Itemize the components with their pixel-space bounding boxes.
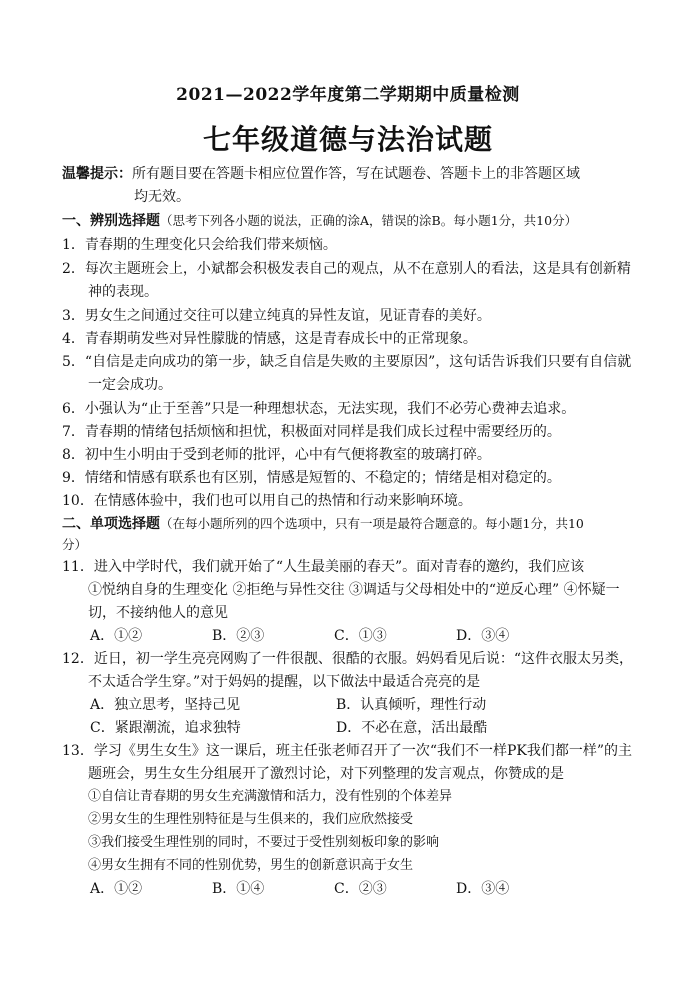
q13-option-c: C．②③	[334, 881, 387, 897]
section1-heading	[62, 212, 642, 230]
q11-option-a: A．①②	[90, 628, 143, 644]
q11-line-2: ①悦纳自身的生理变化 ②拒绝与异性交往 ③调适与父母相处中的“逆反心理” ④怀疑一	[88, 582, 620, 598]
q13-statement-3: ③我们接受生理性别的同时，不要过于受性别刻板印象的影响	[88, 835, 440, 850]
section1-title: 一、辨别选择题	[62, 213, 160, 229]
notice-line-1	[62, 165, 642, 183]
q1: 1．青春期的生理变化只会给我们带来烦恼。	[62, 237, 337, 253]
section1-note: （思考下列各小题的说法，正确的涂A，错误的涂B。每小题1分，共10分）	[160, 213, 578, 228]
q12-line-1: 12．近日，初一学生亮亮网购了一件很靓、很酷的衣服。妈妈看见后说：“这件衣服太另类，	[62, 651, 633, 667]
q8: 8．初中生小明由于受到老师的批评，心中有气便将教室的玻璃打碎。	[62, 447, 491, 463]
q2-line-2: 神的表现。	[88, 284, 158, 300]
q11-line-1: 11．进入中学时代，我们就开始了“人生最美丽的春天”。面对青春的邀约，我们应该	[62, 559, 585, 575]
q12-option-a: A．独立思考，坚持己见	[90, 697, 241, 713]
notice-label: 温馨提示：	[62, 166, 132, 182]
q13-statement-4: ④男女生拥有不同的性别优势，男生的创新意识高于女生	[88, 858, 414, 873]
q5-line-1: 5．“自信是走向成功的第一步，缺乏自信是失败的主要原因”，这句话告诉我们只要有自信就	[62, 354, 632, 370]
q12-option-c: C．紧跟潮流，追求独特	[90, 720, 241, 736]
section2-note-2: 分）	[62, 537, 88, 552]
q12-line-2: 不太适合学生穿。”对于妈妈的提醒，以下做法中最适合亮亮的是	[88, 674, 481, 690]
notice-text-1: 所有题目要在答题卡相应位置作答，写在试题卷、答题卡上的非答题区域	[132, 166, 580, 182]
section2-note: （在每小题所列的四个选项中，只有一项是最符合题意的。每小题1分，共10	[160, 516, 584, 531]
q3: 3．男女生之间通过交往可以建立纯真的异性友谊，见证青春的美好。	[62, 308, 491, 324]
q6: 6．小强认为“止于至善”只是一种理想状态，无法实现，我们不必劳心费神去追求。	[62, 401, 576, 417]
q2-line-1: 2．每次主题班会上，小斌都会积极发表自己的观点，从不在意别人的看法，这是具有创新精	[62, 261, 631, 277]
q11-option-b: B．②③	[212, 628, 265, 644]
q13-line-2: 题班会，男生女生分组展开了激烈讨论，对下列整理的发言观点，你赞成的是	[88, 766, 564, 782]
q12-option-d: D．不必在意，活出最酷	[336, 720, 488, 736]
notice-line-2: 均无效。	[134, 189, 190, 205]
q13-line-1: 13．学习《男生女生》这一课后，班主任张老师召开了一次“我们不一样PK我们都一样”的主	[62, 743, 633, 759]
q5-line-2: 一定会成功。	[88, 377, 172, 393]
year-title: 2021—2022学年度第二学期期中质量检测	[176, 85, 520, 105]
q11-option-d: D．③④	[456, 628, 510, 644]
q10: 10．在情感体验中，我们也可以用自己的热情和行动来影响环境。	[62, 493, 472, 509]
q13-option-b: B．①④	[212, 881, 265, 897]
q13-option-d: D．③④	[456, 881, 510, 897]
q12-option-b: B．认真倾听，理性行动	[336, 697, 487, 713]
q7: 7．青春期的情绪包括烦恼和担忧，积极面对同样是我们成长过程中需要经历的。	[62, 424, 561, 440]
section2-heading	[62, 515, 642, 533]
q13-option-a: A．①②	[90, 881, 143, 897]
q9: 9．情绪和情感有联系也有区别，情感是短暂的、不稳定的；情绪是相对稳定的。	[62, 470, 561, 486]
exam-title: 七年级道德与法治试题	[202, 123, 493, 156]
section2-title: 二、单项选择题	[62, 516, 160, 532]
q11-option-c: C．①③	[334, 628, 387, 644]
q4: 4．青春期萌发些对异性朦胧的情感，这是青春成长中的正常现象。	[62, 331, 477, 347]
q13-statement-1: ①自信让青春期的男女生充满激情和活力，没有性别的个体差异	[88, 789, 453, 804]
q13-statement-2: ②男女生的生理性别特征是与生俱来的，我们应欣然接受	[88, 812, 414, 827]
q11-line-3: 切，不接纳他人的意见	[88, 605, 228, 621]
